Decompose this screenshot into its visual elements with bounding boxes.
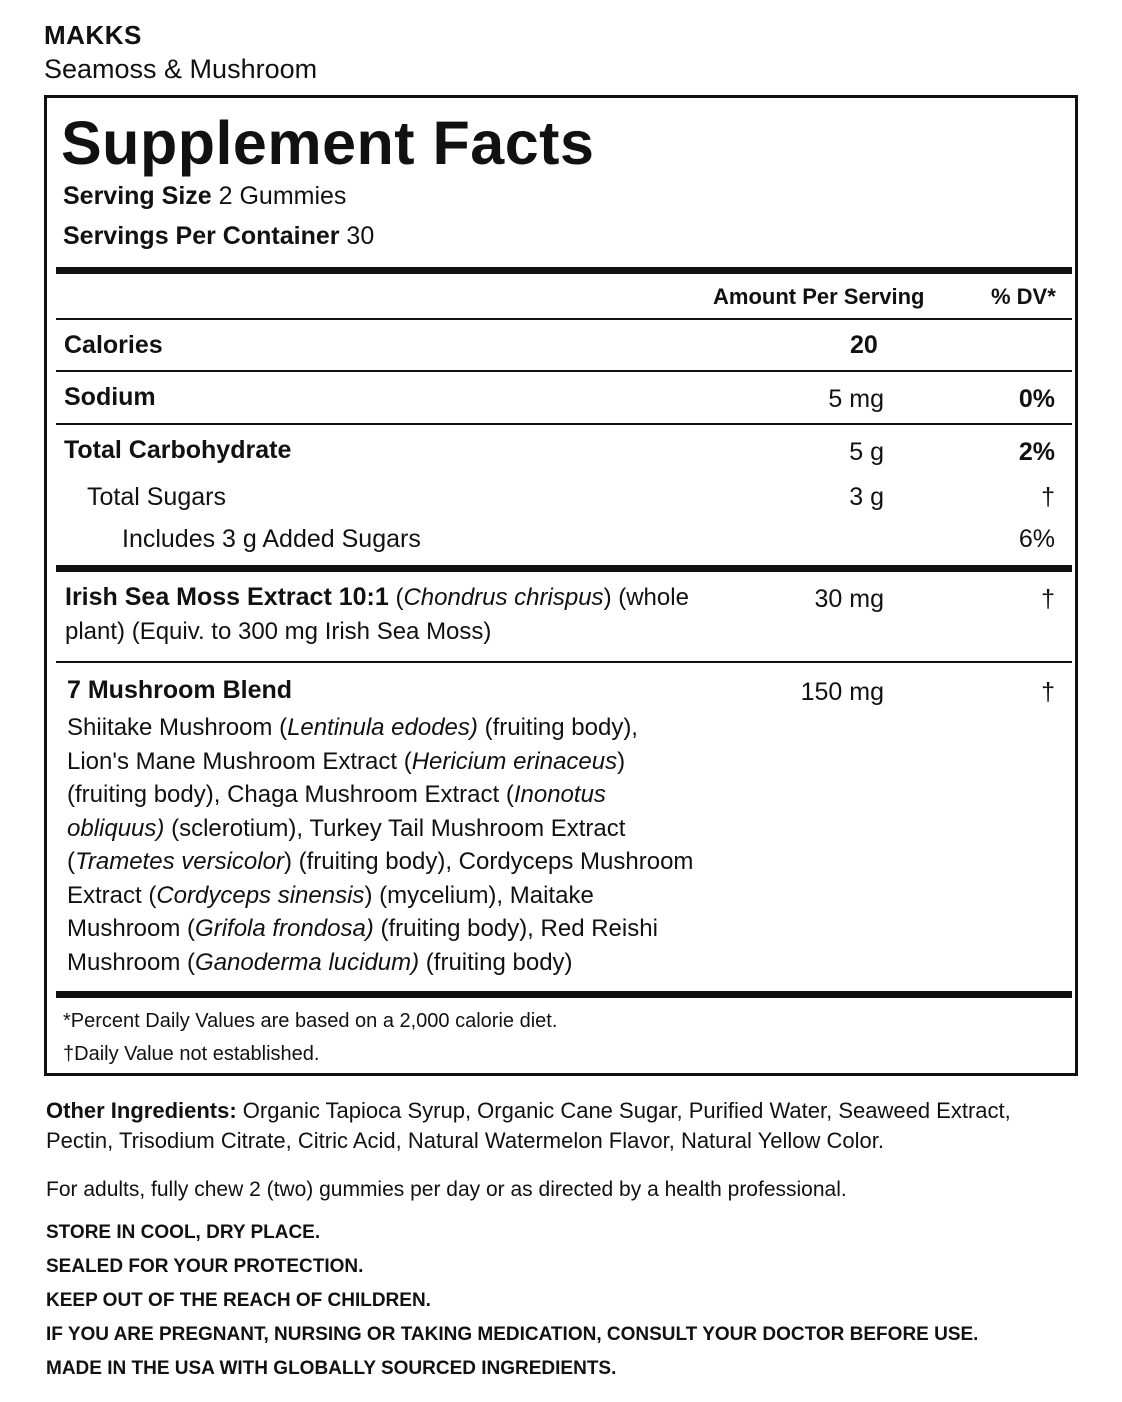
divider [56,318,1072,320]
servings-per-container-label: Servings Per Container [63,222,340,250]
ingredient-line: Lion's Mane Mushroom Extract (Hericium erinaceus) [67,747,626,775]
ingredient-line: Extract (Cordyceps sinensis) (mycelium), Maitake [67,881,594,909]
row-total-sugars-amount: 3 g [849,483,884,511]
row-sea-moss-desc: Irish Sea Moss Extract 10:1 (Chondrus chrispus) (whole plant) (Equiv. to 300 mg Irish Sea Moss) [65,583,689,645]
supplement-facts-panel [44,95,1078,1076]
serving-size [63,182,346,211]
divider [56,423,1072,425]
warning-storage: STORE IN COOL, DRY PLACE. [46,1222,321,1243]
mushroom-blend-ingredients [67,711,787,979]
row-mushroom-blend-name: 7 Mushroom Blend [67,676,293,704]
divider [56,370,1072,372]
ingredient-line: (Trametes versicolor) (fruiting body), Cordyceps Mushroom [67,848,694,875]
row-total-sugars-dv: † [1041,483,1055,511]
divider [56,661,1072,663]
directions: For adults, fully chew 2 (two) gummies per day or as directed by a health professional. [46,1178,847,1201]
row-mushroom-blend-amount: 150 mg [800,678,884,706]
ingredient-line: Shiitake Mushroom (Lentinula edodes) (fruiting body), [67,714,638,741]
row-carbohydrate-amount: 5 g [849,438,884,466]
row-carbohydrate-dv: 2% [1018,438,1055,466]
product-name: Seamoss & Mushroom [44,54,318,84]
row-carbohydrate-name: Total Carbohydrate [64,436,292,464]
thick-divider [56,565,1072,572]
ingredient-line: obliquus) (sclerotium), Turkey Tail Mushroom Extract [67,814,626,842]
made-in-usa: MADE IN THE USA WITH GLOBALLY SOURCED INGREDIENTS. [46,1358,617,1379]
brand-name: MAKKS [44,20,142,50]
row-calories-name: Calories [64,331,163,359]
thick-divider [56,267,1072,274]
servings-per-container [63,222,374,251]
row-sea-moss-name: Irish Sea Moss Extract 10:1 [65,583,389,611]
other-ingredients-label: Other Ingredients: [46,1098,237,1123]
ingredient-line: (fruiting body), Chaga Mushroom Extract (Inonotus [67,781,606,808]
row-sodium-name: Sodium [64,383,156,411]
row-sodium-dv: 0% [1018,385,1055,413]
other-ingredients [46,1096,1056,1156]
header-dv: % DV* [991,284,1056,309]
row-added-sugars-dv: 6% [1018,525,1055,553]
serving-size-label: Serving Size [63,182,212,210]
servings-per-container-value: 30 [339,222,375,250]
other-ingredients-text: Organic Tapioca Syrup, Organic Cane Sugar, Purified Water, Seaweed Extract, Pectin, Trisodium Citrate, Citric Acid, Natural Watermelon Flavor, Natural Yellow Color. [46,1098,1011,1153]
row-sodium-amount: 5 mg [828,385,884,413]
footnote-not-established: †Daily Value not established. [63,1043,320,1065]
row-added-sugars-name: Includes 3 g Added Sugars [122,525,421,553]
row-sea-moss-dv: † [1041,585,1055,613]
warning-sealed: SEALED FOR YOUR PROTECTION. [46,1256,364,1277]
warning-pregnant: IF YOU ARE PREGNANT, NURSING OR TAKING MEDICATION, CONSULT YOUR DOCTOR BEFORE USE. [46,1324,979,1345]
row-total-sugars-name: Total Sugars [87,483,226,511]
header-amount: Amount Per Serving [713,284,925,309]
row-mushroom-blend-dv: † [1041,678,1055,706]
ingredient-line: Mushroom (Ganoderma lucidum) (fruiting body) [67,948,573,976]
row-calories-amount: 20 [850,331,878,359]
thick-divider [56,991,1072,998]
row-sea-moss-amount: 30 mg [814,585,884,613]
serving-size-value: 2 Gummies [211,182,347,210]
panel-title: Supplement Facts [61,109,595,177]
warning-children: KEEP OUT OF THE REACH OF CHILDREN. [46,1290,431,1311]
ingredient-line: Mushroom (Grifola frondosa) (fruiting body), Red Reishi [67,915,658,942]
footnote-daily-values: *Percent Daily Values are based on a 2,000 calorie diet. [63,1010,558,1032]
